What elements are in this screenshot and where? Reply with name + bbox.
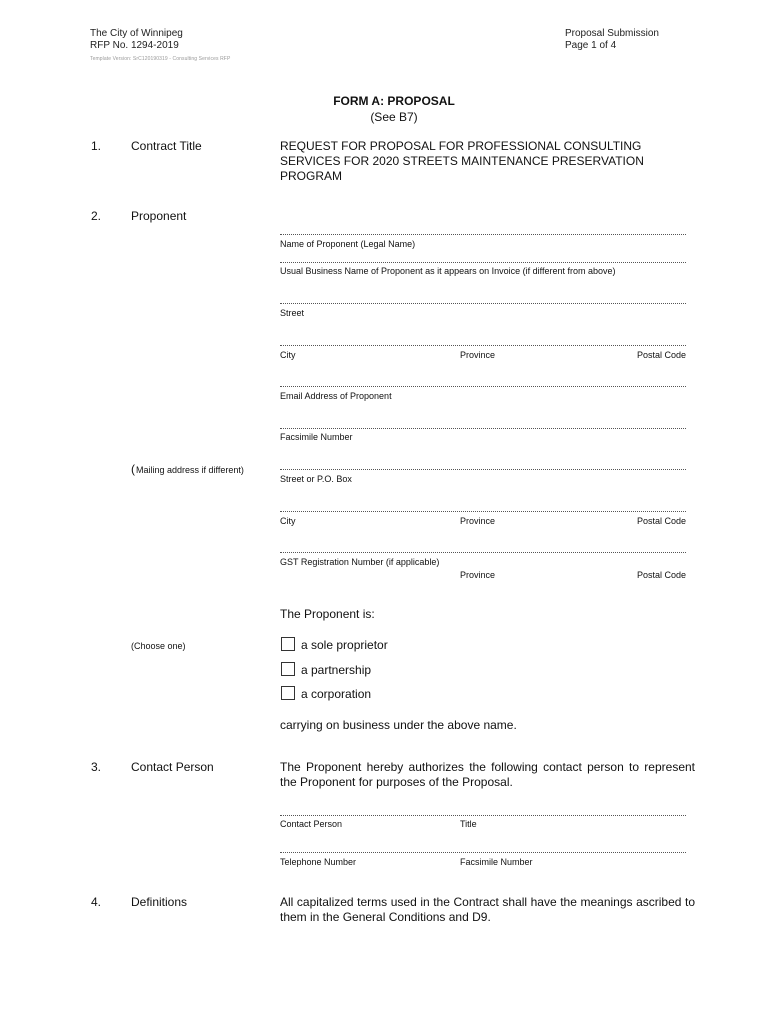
fax-field[interactable] [280,428,686,429]
street-po-caption: Street or P.O. Box [280,474,352,484]
section4-number: 4. [91,895,102,909]
section1-label: Contract Title [131,139,202,153]
header-template-note: Template Version: SrC120190319 - Consulting Services RFP [90,56,231,62]
city-caption: City [280,350,296,360]
contact-phone-fax-field[interactable] [280,852,686,853]
street-caption: Street [280,308,305,318]
carrying-on-text: carrying on business under the above name. [280,718,517,732]
header-page-number: Page 1 of 4 [565,40,617,51]
corporation-label: a corporation [301,687,372,701]
contract-title-line1: REQUEST FOR PROPOSAL FOR PROFESSIONAL CONSULTING [280,139,642,153]
section3-label: Contact Person [131,760,214,774]
mailing-city-caption: City [280,516,296,526]
proponent-is-text: The Proponent is: [280,607,375,621]
corporation-checkbox[interactable] [281,686,295,700]
gst-postal-caption: Postal Code [636,570,686,580]
legal-name-field[interactable] [280,234,686,235]
section2-number: 2. [91,209,102,223]
mailing-postal-caption: Postal Code [636,516,686,526]
form-title: FORM A: PROPOSAL [333,94,455,108]
choose-one-label: (Choose one) [131,641,186,651]
section4-label: Definitions [131,895,188,909]
mailing-address-label: Mailing address if different) [136,465,244,475]
telephone-caption: Telephone Number [280,857,357,867]
mailing-city-field[interactable] [280,511,686,512]
contract-title-line3: PROGRAM [280,169,343,183]
section2-label: Proponent [131,209,187,223]
partnership-label: a partnership [301,663,372,677]
business-name-field[interactable] [280,262,686,263]
partnership-checkbox[interactable] [281,662,295,676]
contact-authorization-text: The Proponent hereby authorizes the following contact person to represent the Proponent for purposes of the Proposal. [280,760,695,789]
business-name-caption: Usual Business Name of Proponent as it appears on Invoice (if different from above) [280,266,616,276]
header-city: The City of Winnipeg [90,28,183,39]
contact-person-caption: Contact Person [280,819,343,829]
fax-caption: Facsimile Number [280,432,353,442]
gst-province-caption: Province [460,570,496,580]
mailing-paren: ( [131,462,135,476]
postal-code-caption: Postal Code [636,350,686,360]
email-caption: Email Address of Proponent [280,391,392,401]
contract-title-line2: SERVICES FOR 2020 STREETS MAINTENANCE PRESERVATION [280,154,644,168]
street-po-field[interactable] [280,469,686,470]
contact-title-caption: Title [460,819,477,829]
city-province-postal-field[interactable] [280,345,686,346]
form-subtitle: (See B7) [370,110,418,124]
province-caption: Province [460,350,496,360]
section3-number: 3. [91,760,102,774]
sole-proprietor-checkbox[interactable] [281,637,295,651]
street-field[interactable] [280,303,686,304]
mailing-province-caption: Province [460,516,496,526]
sole-proprietor-label: a sole proprietor [301,638,388,652]
legal-name-caption: Name of Proponent (Legal Name) [280,239,416,249]
header-rfp-number: RFP No. 1294-2019 [90,40,179,51]
section1-number: 1. [91,139,102,153]
gst-caption: GST Registration Number (if applicable) [280,557,440,567]
gst-field[interactable] [280,552,686,553]
contact-person-field[interactable] [280,815,686,816]
contact-fax-caption: Facsimile Number [460,857,533,867]
definitions-text: All capitalized terms used in the Contract shall have the meanings ascribed to them in the General Conditions and D9. [280,895,695,924]
header-proposal-submission: Proposal Submission [565,28,659,39]
email-field[interactable] [280,386,686,387]
